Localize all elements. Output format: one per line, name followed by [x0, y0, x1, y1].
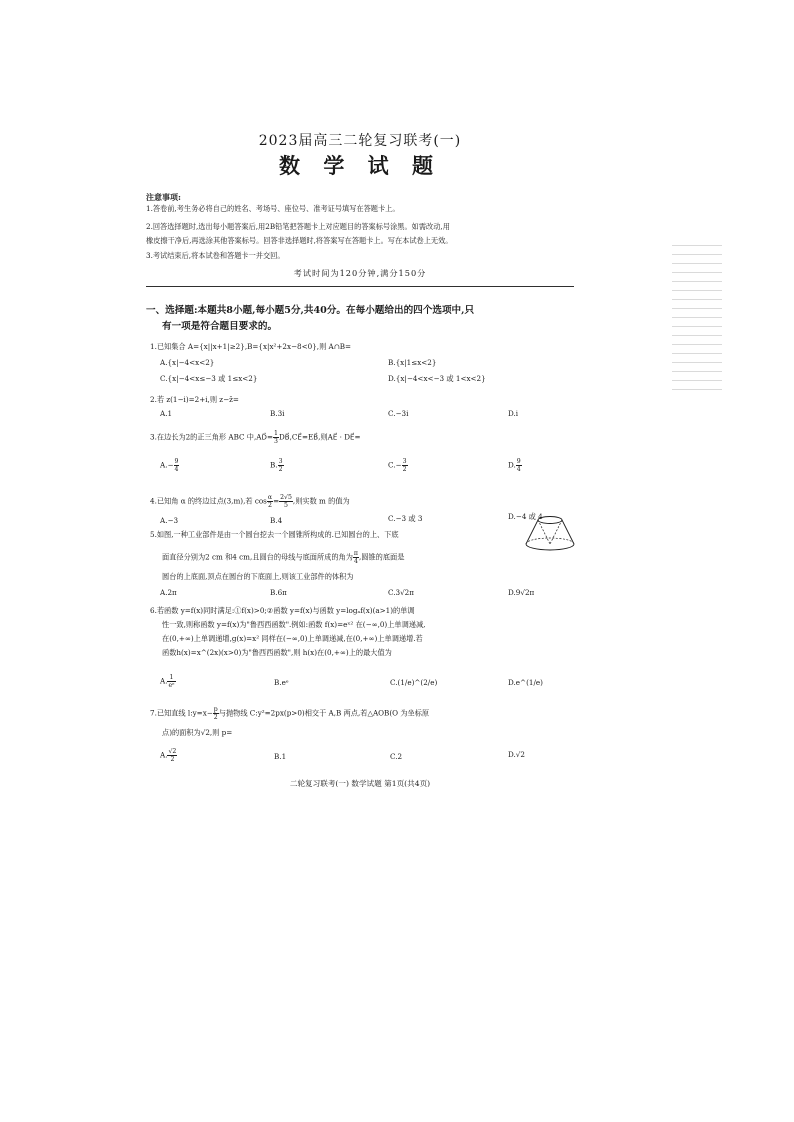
scan-noise	[672, 240, 722, 390]
q3-option-c: C.− $\frac{3}{2}$	[388, 458, 407, 473]
q1-option-c: C.{x|−4<x≤−3 或 1≤x<2}	[160, 374, 258, 383]
q3-stem: 3.在边长为2的正三角形 ABC 中,AD⃗= $\frac{1}{3}$ DB⃗,CE⃗=EB⃗,则AE⃗ · DE⃗=	[150, 430, 361, 445]
q6-option-a: A. $\frac{1}{\text{eᵉ}}$	[160, 674, 175, 689]
q6-line4: 函数h(x)=x^(2x)(x>0)为"鲁西西函数",则 h(x)在(0,+∞)上的最大值为	[162, 648, 392, 657]
q5-option-b: B.6π	[270, 588, 287, 597]
q1-option-b: B.{x|1≤x<2}	[388, 358, 437, 367]
q6-line1: 6.若函数 y=f(x)同时满足:①f(x)>0;②函数 y=f(x)与函数 y=logₐf(x)(a>1)的单调	[150, 606, 415, 615]
q3-option-d: D. $\frac{9}{4}$	[508, 458, 521, 473]
q7-option-c: C.2	[390, 752, 403, 761]
q3-option-b: B. $\frac{3}{2}$	[270, 458, 283, 473]
q5-line1: 5.如图,一种工业部件是由一个圆台挖去一个圆锥所构成的.已知圆台的上、下底	[150, 530, 399, 539]
q7-option-d: D.√2	[508, 750, 525, 759]
note-line-1: 1.答卷前,考生务必将自己的姓名、考场号、座位号、准考证号填写在答题卡上。	[146, 204, 400, 213]
q5-line2: 面直径分别为2 cm 和4 cm,且圆台的母线与底面所成的角为 $\frac{\pi}{4}$ ,圆锥的底面是	[162, 550, 405, 565]
page-footer: 二轮复习联考(一) 数学试题 第1页(共4页)	[289, 779, 431, 788]
q2-option-c: C.−3i	[388, 409, 409, 418]
q7-stem: 7.已知直线 l:y=x− $\frac{p}{2}$ 与抛物线 C:y²=2px(p>0)相交于 A,B 两点,若△AOB(O 为坐标原	[150, 706, 430, 721]
exam-page	[140, 112, 580, 802]
q2-option-b: B.3i	[270, 409, 285, 418]
q6-option-d: D.e^(1/e)	[508, 678, 543, 687]
q7-option-a: A. $\frac{√2}{2}$	[160, 748, 177, 763]
q5-option-d: D.9√2π	[508, 588, 535, 597]
q7-option-b: B.1	[274, 752, 287, 761]
q4-option-c: C.−3 或 3	[388, 514, 423, 523]
exam-time: 考试时间为120分钟,满分150分	[293, 268, 427, 278]
q6-line3: 在(0,+∞)上单调递增,g(x)=x² 同样在(−∞,0)上单调递减,在(0,+∞)上单调递增.若	[162, 634, 423, 643]
divider-rule	[146, 286, 574, 287]
subject-title: 数 学 试 题	[279, 153, 441, 178]
q3-fraction: $\frac{1}{3}$	[274, 430, 278, 445]
q5-option-c: C.3√2π	[388, 588, 414, 597]
section1-line2: 有一项是符合题目要求的。	[162, 321, 278, 332]
q5-line3: 圆台的上底面,顶点在圆台的下底面上,则该工业部件的体积为	[162, 572, 354, 581]
q6-line2: 性一致,则称函数 y=f(x)为"鲁西西函数".例如:函数 f(x)=eˣ² 在(−∞,0)上单调递减,	[162, 620, 426, 629]
q1-stem: 1.已知集合 A={x||x+1|≥2},B={x|x²+2x−8<0},则 A∩B=	[150, 342, 352, 351]
q1-option-a: A.{x|−4<x<2}	[160, 358, 215, 367]
note-line-3: 橡皮擦干净后,再选涂其他答案标号。回答非选择题时,将答案写在答题卡上。写在本试卷上无效。	[146, 236, 453, 245]
q4-stem: 4.已知角 α 的终边过点(3,m),若 cos $\frac{\alpha}{2}$ = $\frac{2√5}{5}$ ,则实数 m 的值为	[150, 494, 350, 509]
q4-option-b: B.4	[270, 516, 283, 525]
q1-option-d: D.{x|−4<x<−3 或 1<x<2}	[388, 374, 486, 383]
q2-stem: 2.若 z(1−i)=2+i,则 z−z̄=	[150, 395, 239, 404]
exam-title: 2023届高三二轮复习联考(一)	[258, 133, 462, 149]
q2-option-d: D.i	[508, 409, 519, 418]
q2-option-a: A.1	[160, 409, 173, 418]
note-line-4: 3.考试结束后,将本试卷和答题卡一并交回。	[146, 251, 285, 260]
q3-option-a: A.− $\frac{9}{4}$	[160, 458, 179, 473]
q7-line2: 点)的面积为√2,则 p=	[162, 728, 233, 737]
q6-option-b: B.eᵉ	[274, 678, 289, 687]
notes-heading: 注意事项:	[146, 192, 181, 202]
frustum-figure	[524, 512, 576, 554]
q6-option-c: C.(1/e)^(2/e)	[390, 678, 438, 687]
q4-option-a: A.−3	[160, 516, 179, 525]
q4-option-d: D.−4 或 4	[508, 512, 543, 521]
q5-option-a: A.2π	[160, 588, 177, 597]
note-line-2: 2.回答选择题时,选出每小题答案后,用2B铅笔把答题卡上对应题目的答案标号涂黑。如需改动,用	[146, 222, 450, 231]
section1-line1: 一、选择题:本题共8小题,每小题5分,共40分。在每小题给出的四个选项中,只	[146, 305, 475, 316]
